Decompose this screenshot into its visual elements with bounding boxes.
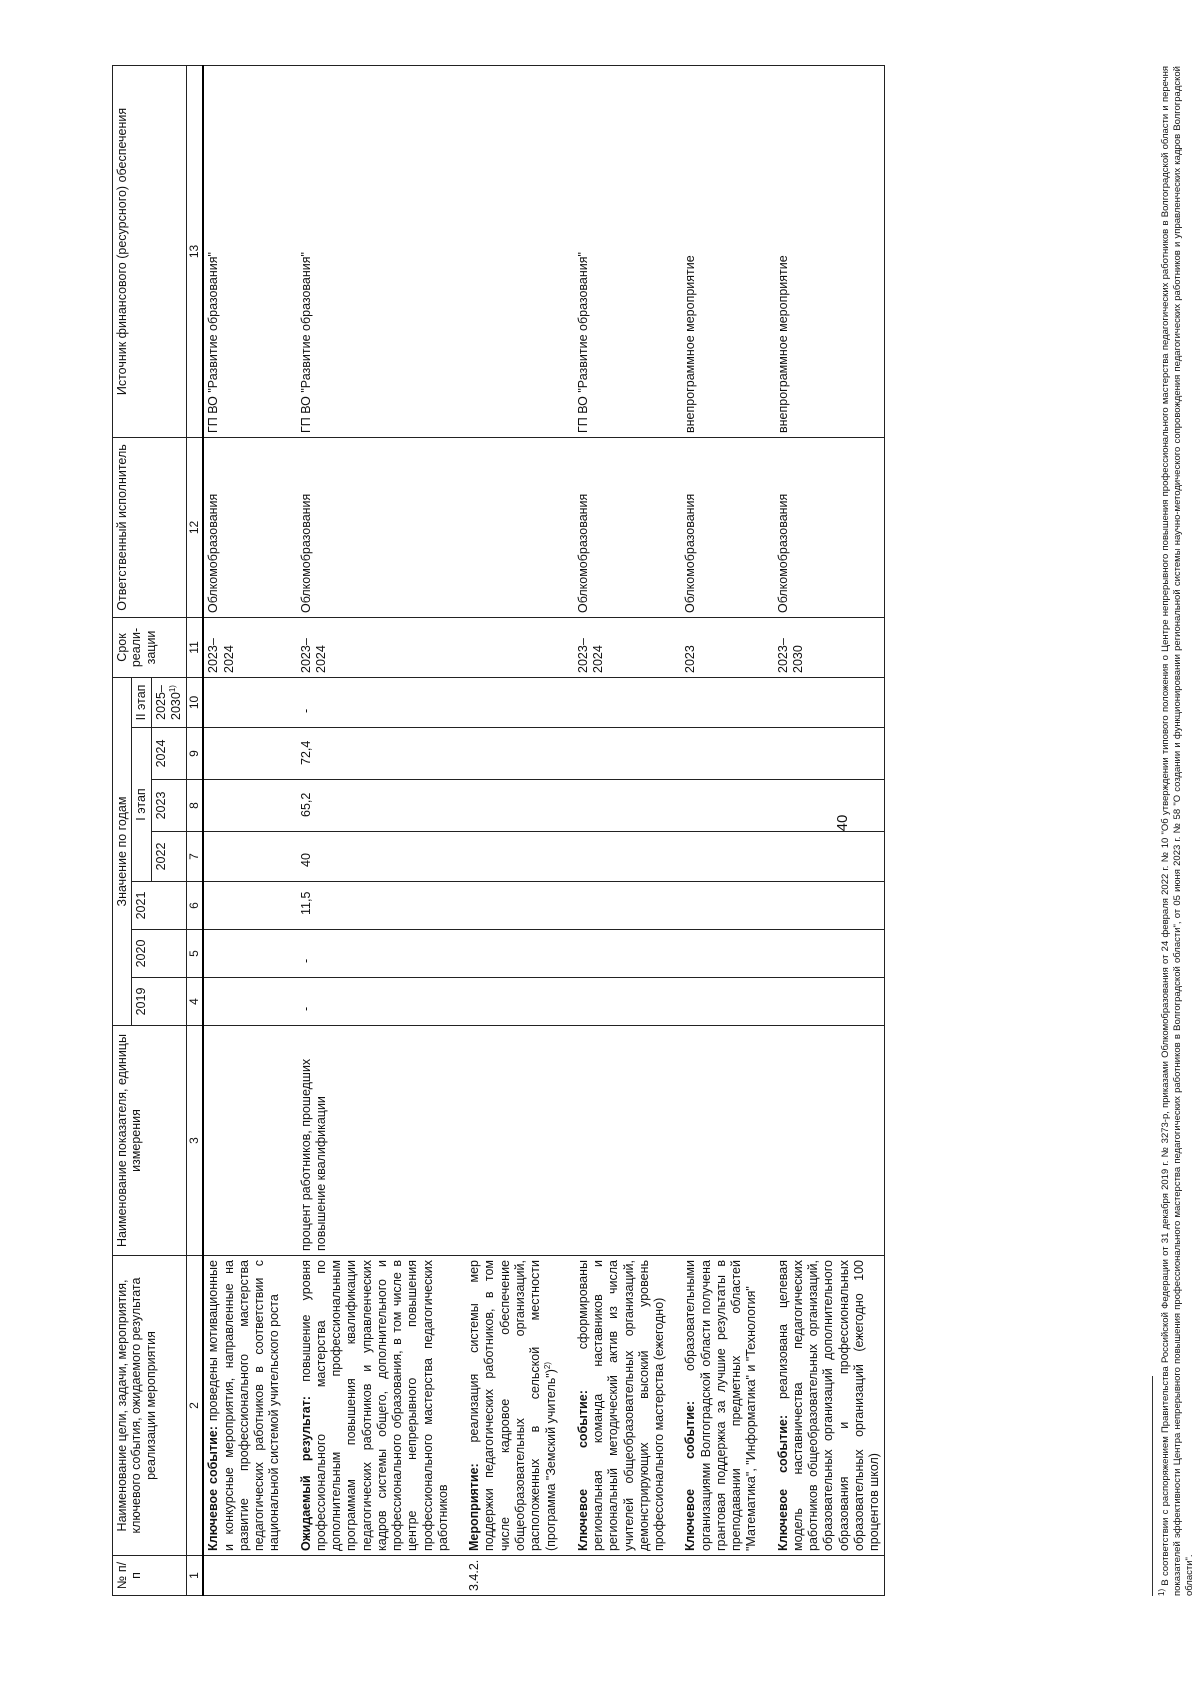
header-2020: 2020 [132,930,186,978]
row-executor: Облкомобразования [203,437,284,617]
row-term: 2023 [669,617,761,677]
row-executor: Облкомобразования [669,437,761,617]
value-2024 [562,728,670,780]
row-term: 2023–2024 [562,617,670,677]
table-row [669,65,761,1595]
value-2021 [562,882,670,930]
table-header [113,65,204,1595]
value-2020 [203,930,284,978]
row-indicator [762,1026,885,1256]
value-2019 [203,978,284,1026]
header-term: Срок реали-зации [113,617,187,677]
row-text: проведены мотивационные и конкурсные мероприятия, направленные на развитие профессионального мастерства педагогических работников в соответствии с национальной системой учительского роста [206,1260,282,1551]
row-executor: Облкомобразования [562,437,670,617]
value-2025-2030 [562,677,670,727]
row-text: сформированы региональная команда наставников и региональный методический актив из числа учителей общеобразовательных организаций, демонстрирующих высокий уровень профессионального мастерства (ежегодно) [575,1259,667,1551]
row-number [562,1556,670,1596]
row-description [453,1256,562,1556]
column-number: 7 [186,832,203,882]
row-indicator [453,1026,562,1256]
value-2020 [669,930,761,978]
value-2021 [669,882,761,930]
page-number: 40 [834,814,851,832]
footnote [1152,66,1196,1596]
header-2021: 2021 [132,882,186,930]
value-2025-2030 [669,677,761,727]
row-text: реализация системы мер поддержки педагогических работников, в том числе кадровое обеспечение общеобразовательных организаций, расположенных в сельской местности (программа "Земский учитель") [467,1260,559,1551]
value-2023: 65,2 [285,780,454,832]
value-2024 [203,728,284,780]
value-2022: 40 [285,832,454,882]
header-values-group: Значение по годам [113,677,132,1025]
program-table [112,65,885,1596]
value-2022 [203,832,284,882]
row-term: 2023–2024 [285,617,454,677]
header-2019: 2019 [132,978,186,1026]
header-source: Источник финансового (ресурсного) обеспечения [113,65,187,437]
row-executor: Облкомобразования [762,437,885,617]
value-2020 [562,930,670,978]
header-footnote-mark: 1) [168,685,178,693]
header-name: Наименование цели, задачи, мероприятия, ключевого события, ожидаемого результата реализации мероприятия [113,1256,187,1556]
row-executor: Облкомобразования [285,437,454,617]
row-description [285,1256,454,1556]
row-executor [453,437,562,617]
value-2019: - [285,978,454,1026]
column-number: 5 [186,930,203,978]
value-2019 [453,978,562,1026]
value-2025-2030: - [285,677,454,727]
header-stage1: I этап [132,728,151,882]
column-number: 12 [186,437,203,617]
value-2024 [453,728,562,780]
row-number: 3.4.2. [453,1556,562,1596]
value-2023 [203,780,284,832]
column-number: 2 [186,1256,203,1556]
header-2024: 2024 [151,728,186,780]
row-source: ГП ВО "Развитие образования" [285,65,454,437]
header-2022: 2022 [151,832,186,882]
table-row [453,65,562,1595]
value-2020 [453,930,562,978]
value-2023 [669,780,761,832]
table-body [203,65,884,1595]
row-text: образовательными организациями Волгоградской области получена грантовая поддержка за лучшие результаты в преподавании предметных областей "Математика", "Информатика" и "Технология" [683,1260,759,1551]
header-executor: Ответственный исполнитель [113,437,187,617]
table-row [762,65,885,1595]
row-footnote-mark: 2) [543,1362,553,1370]
row-source: ГП ВО "Развитие образования" [562,65,670,437]
footnote-text: В соответствии с распоряжением Правительства Российской Федерации от 31 декабря 2019 г. № 3273-р, приказами Облкомобразования от 24 февраля 2022 г. № 10 "Об утверждении типового положения о Центре непрерывного повышения профессионального мастерства педагогических работников в Волгоградской области и перечня показателей эффективности Центра непрерывного повышения профессионального мастерства педагогических работников в Волгоградской области", от 05 июня 2023 г. № 58 "О создании и функционировании региональной системы научно-методического сопровождения педагогических работников и управленческих кадров Волгоградской области". [1160,66,1195,1596]
row-keyword: Мероприятие: [467,1463,482,1551]
row-number [762,1556,885,1596]
row-keyword: Ожидаемый результат: [298,1396,313,1551]
row-source [453,65,562,437]
footnote-divider [1152,1376,1153,1596]
row-number [285,1556,454,1596]
value-2021 [203,882,284,930]
value-2024 [762,728,885,780]
value-2023 [762,780,885,832]
row-text: повышение уровня профессионального мастерства по дополнительным профессиональным программам повышения квалификации педагогических работников и управленческих кадров системы общего, дополнительного и профессионального образования, в том числе в центре непрерывного повышения профессионального мастерства педагогических работников [298,1259,450,1551]
row-indicator [203,1026,284,1256]
table-row [203,65,284,1595]
column-number: 9 [186,728,203,780]
value-2019 [669,978,761,1026]
table-row [285,65,454,1595]
value-2019 [762,978,885,1026]
value-2019 [562,978,670,1026]
value-2022 [762,832,885,882]
value-2025-2030 [453,677,562,727]
value-2024: 72,4 [285,728,454,780]
row-term: 2023–2030 [762,617,885,677]
row-number [669,1556,761,1596]
row-keyword: Ключевое событие: [206,1426,221,1551]
row-description [562,1256,670,1556]
value-2022 [669,832,761,882]
value-2024 [669,728,761,780]
table-row [562,65,670,1595]
value-2023 [562,780,670,832]
column-number: 3 [186,1026,203,1256]
row-term: 2023–2024 [203,617,284,677]
value-2023 [453,780,562,832]
column-number: 8 [186,780,203,832]
row-source: внепрограммное мероприятие [762,65,885,437]
value-2025-2030 [762,677,885,727]
rotated-content [112,66,1195,1596]
column-number: 4 [186,978,203,1026]
row-source: ГП ВО "Развитие образования" [203,65,284,437]
column-number: 1 [186,1556,203,1596]
header-stage2-label: II этап [134,684,149,721]
header-num: № п/п [113,1556,187,1596]
header-stage2 [132,677,151,727]
value-2022 [453,832,562,882]
column-number: 11 [186,617,203,677]
column-number: 6 [186,882,203,930]
row-indicator [669,1026,761,1256]
value-2021 [762,882,885,930]
row-indicator: процент работников, прошедших повышение квалификации [285,1026,454,1256]
header-stage2-years: 2025–2030 [153,685,184,720]
value-2020: - [285,930,454,978]
row-keyword: Ключевое событие: [683,1401,698,1551]
row-description [669,1256,761,1556]
header-2023: 2023 [151,780,186,832]
row-source: внепрограммное мероприятие [669,65,761,437]
header-indicator: Наименование показателя, единицы измерения [113,1026,187,1256]
row-number [203,1556,284,1596]
row-keyword: Ключевое событие: [575,1390,590,1551]
row-keyword: Ключевое событие: [775,1415,790,1551]
column-number: 13 [186,65,203,437]
value-2021: 11,5 [285,882,454,930]
footnote-mark: 1) [1157,1588,1166,1596]
value-2021 [453,882,562,930]
value-2022 [562,832,670,882]
row-text: реализована целевая модель наставничества педагогических работников общеобразовательных организаций, образовательных организаций дополнительного образования и профессиональных образовательных организаций (ежегодно 100 процентов школ) [775,1259,882,1551]
row-description [762,1256,885,1556]
row-term [453,617,562,677]
row-description [203,1256,284,1556]
value-2025-2030 [203,677,284,727]
row-indicator [562,1026,670,1256]
header-2025-2030 [151,677,186,727]
value-2020 [762,930,885,978]
column-number: 10 [186,677,203,727]
